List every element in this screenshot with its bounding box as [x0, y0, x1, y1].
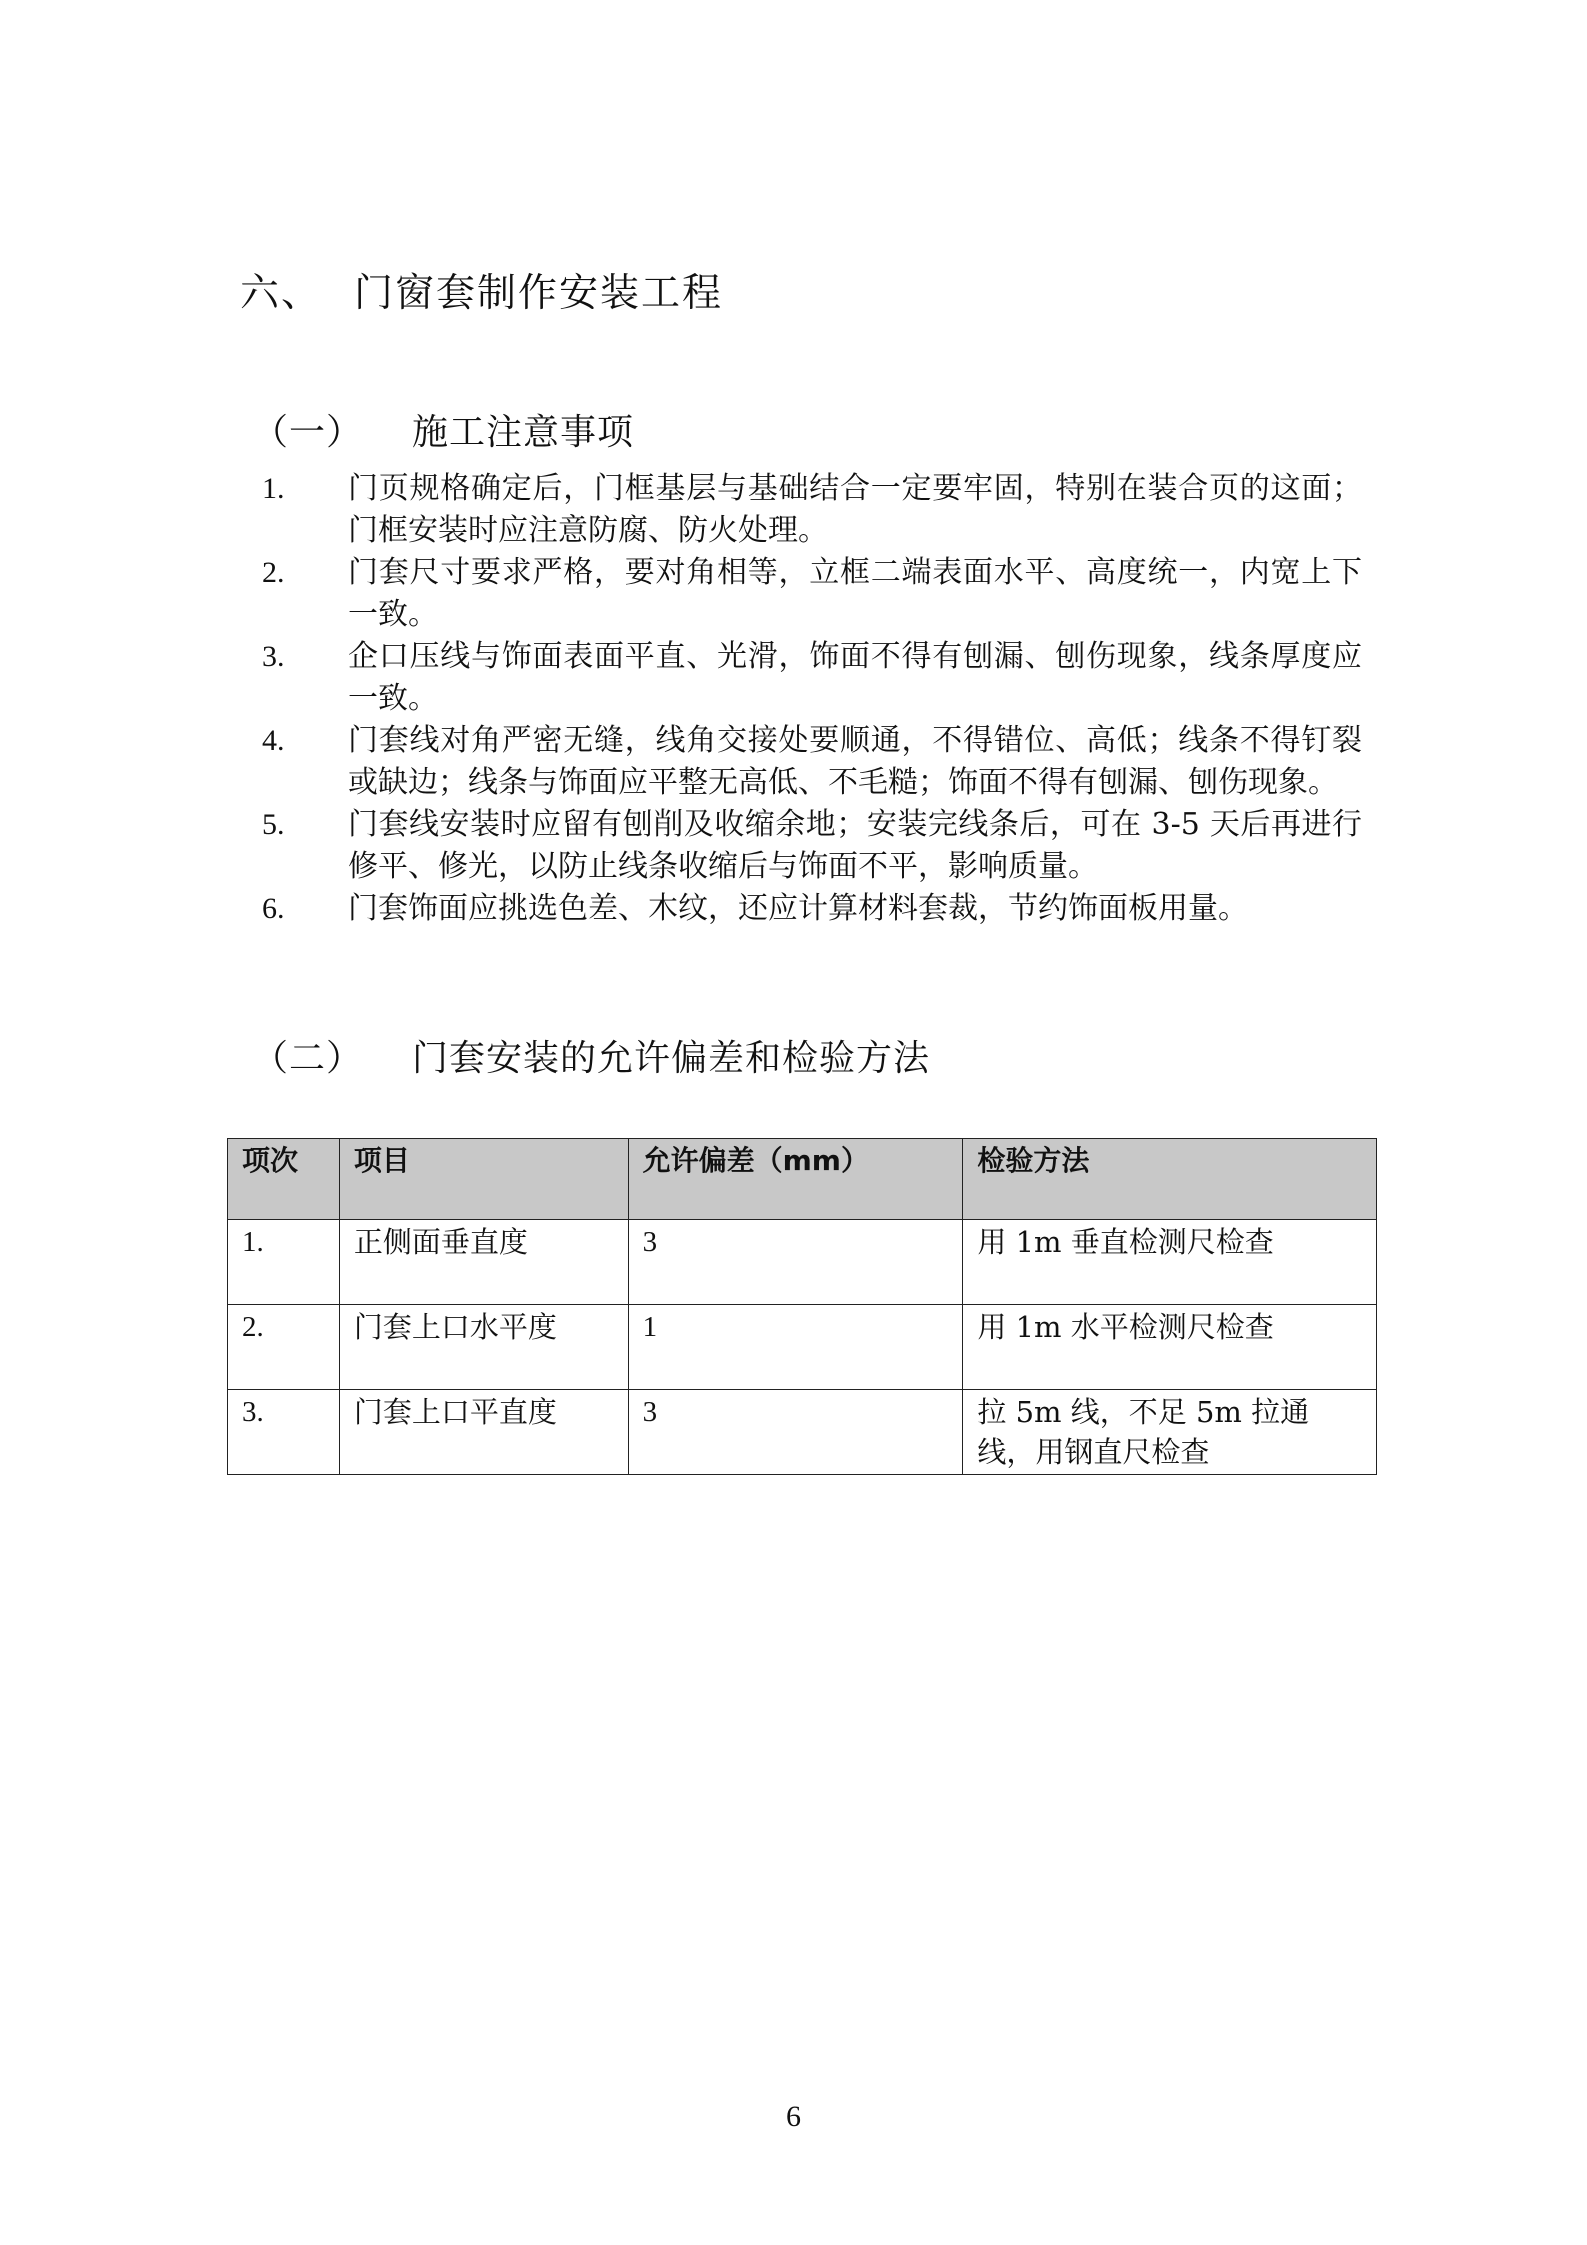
list-item-number: 3. — [262, 640, 285, 673]
list-item-text: 门页规格确定后，门框基层与基础结合一定要牢固，特别在装合页的这面；门框安装时应注意防腐、防火处理。 — [348, 471, 1362, 548]
section-title: 门窗套制作安装工程 — [354, 271, 724, 316]
list-item-text: 门套线安装时应留有刨削及收缩余地；安装完线条后，可在 3-5 天后再进行修平、修光，以防止线条收缩后与饰面不平，影响质量。 — [348, 807, 1362, 884]
list-item-text: 门套线对角严密无缝，线角交接处要顺通，不得错位、高低；线条不得钉裂或缺边；线条与饰面应平整无高低、不毛糙；饰面不得有刨漏、刨伤现象。 — [348, 723, 1362, 800]
subsection-number: （一） — [252, 412, 364, 453]
list-item-number: 5. — [262, 808, 285, 841]
list-item — [262, 804, 1362, 888]
tolerance-table — [227, 1138, 1377, 1475]
subsection-title: 门套安装的允许偏差和检验方法 — [412, 1038, 931, 1079]
cell-item: 正侧面垂直度 — [339, 1220, 628, 1305]
table-row — [228, 1220, 1377, 1305]
list-item-text: 门套尺寸要求严格，要对角相等，立框二端表面水平、高度统一，内宽上下一致。 — [348, 555, 1362, 632]
cell-deviation: 3 — [628, 1390, 963, 1475]
precautions-list — [262, 468, 1362, 930]
page-number: 6 — [786, 2100, 801, 2133]
cell-deviation: 3 — [628, 1220, 963, 1305]
cell-method: 用 1m 垂直检测尺检查 — [963, 1220, 1377, 1305]
table-row — [228, 1390, 1377, 1475]
list-item-number: 1. — [262, 472, 285, 505]
list-item-number: 2. — [262, 556, 285, 589]
cell-item: 门套上口水平度 — [339, 1305, 628, 1390]
list-item — [262, 552, 1362, 636]
subsection-title: 施工注意事项 — [412, 412, 635, 453]
column-header-method: 检验方法 — [963, 1139, 1377, 1220]
column-header-deviation: 允许偏差（mm） — [628, 1139, 963, 1220]
table-row — [228, 1305, 1377, 1390]
section-number: 六、 — [240, 271, 323, 316]
list-item-text: 门套饰面应挑选色差、木纹，还应计算材料套裁，节约饰面板用量。 — [348, 891, 1248, 926]
subsection-heading-precautions — [252, 404, 634, 455]
list-item — [262, 888, 1362, 930]
subsection-heading-tolerances — [252, 1030, 930, 1081]
cell-deviation: 1 — [628, 1305, 963, 1390]
cell-item: 门套上口平直度 — [339, 1390, 628, 1475]
column-header-item: 项目 — [339, 1139, 628, 1220]
cell-no: 1. — [228, 1220, 340, 1305]
section-heading — [240, 262, 723, 318]
cell-no: 3. — [228, 1390, 340, 1475]
list-item-number: 4. — [262, 724, 285, 757]
list-item — [262, 720, 1362, 804]
table-header-row — [228, 1139, 1377, 1220]
subsection-number: （二） — [252, 1038, 364, 1079]
column-header-no: 项次 — [228, 1139, 340, 1220]
list-item — [262, 636, 1362, 720]
cell-method: 拉 5m 线，不足 5m 拉通线，用钢直尺检查 — [963, 1390, 1377, 1475]
cell-no: 2. — [228, 1305, 340, 1390]
list-item-text: 企口压线与饰面表面平直、光滑，饰面不得有刨漏、刨伤现象，线条厚度应一致。 — [348, 639, 1362, 716]
list-item-number: 6. — [262, 892, 285, 925]
cell-method: 用 1m 水平检测尺检查 — [963, 1305, 1377, 1390]
list-item — [262, 468, 1362, 552]
